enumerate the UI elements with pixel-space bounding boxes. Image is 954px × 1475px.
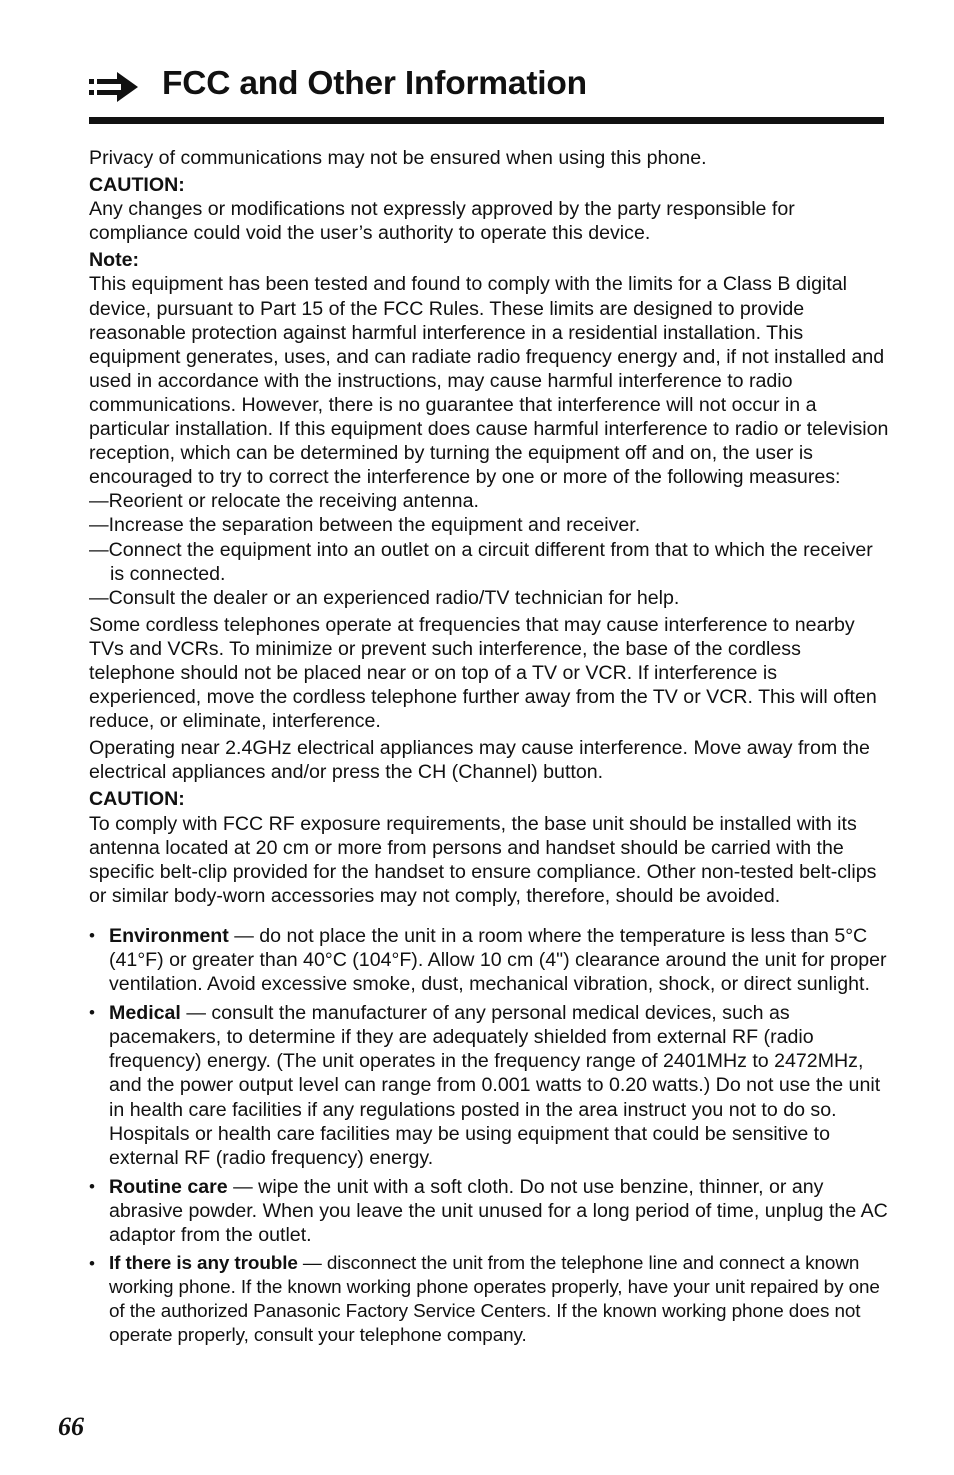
caution-heading: CAUTION: — [89, 788, 185, 811]
rf-exposure-text: To comply with FCC RF exposure requirements, the base unit should be installed with its antenna located at 20 cm or more from persons and handset should be carried with the specific belt-clip provided for the handset to ensure compliance. Other non-tested belt-clips or similar body-worn accessories may not comply, therefore, should be avoided. — [89, 812, 877, 907]
cordless-interference-paragraph: Some cordless telephones operate at frequencies that may cause interference to nearby TVs and VCRs. To minimize or prevent such interference, the base of the cordless telephone should not be placed near or on top of a TV or VCR. If interference is experienced, move the cordless telephone further away from the TV or VCR. This will often reduce, or eliminate, interference. — [89, 613, 877, 733]
caution-heading: CAUTION: — [89, 174, 185, 197]
list-item — [89, 1252, 889, 1348]
page-title: FCC and Other Information — [162, 65, 587, 102]
bullet-label: Routine care — [109, 1175, 228, 1198]
bullet-label: Environment — [109, 924, 229, 947]
bullet-text: — disconnect the unit from the telephone line and connect a known working phone. If the known working phone operates properly, have your unit repaired by one of the authorized Panasonic Factory Service Centers. If the known working phone does not operate properly, consult your telephone company. — [109, 1253, 880, 1347]
page-header — [89, 62, 884, 112]
precautions-list — [89, 924, 889, 1349]
list-item — [89, 1175, 889, 1247]
bullet-label: If there is any trouble — [109, 1253, 298, 1275]
bullet-label: Medical — [109, 1002, 181, 1025]
page-content — [89, 146, 889, 1349]
note-heading: Note: — [89, 249, 140, 272]
list-item — [89, 1001, 889, 1170]
operating-frequency-paragraph: Operating near 2.4GHz electrical appliances may cause interference. Move away from the electrical appliances and/or press the CH (Channel) button. — [89, 737, 870, 784]
measure-item: —Consult the dealer or an experienced radio/TV technician for help. — [89, 586, 680, 609]
note-text: This equipment has been tested and found to comply with the limits for a Class B digital device, pursuant to Part 15 of the FCC Rules. These limits are designed to provide reasonable protection against harmful interference in a residential installation. This equipment generates, uses, and can radiate radio frequency energy and, if not installed and used in accordance with the instructions, may cause harmful interference to radio communications. However, there is no guarantee that interference will not occur in a particular installation. If this equipment does cause harmful interference to radio or television reception, which can be determined by turning the equipment off and on, the user is encouraged to try to correct the interference by one or more of the following measures: — [89, 273, 889, 489]
caution-text: Any changes or modifications not expressly approved by the party responsible for compliance could void the user’s authority to operate this device. — [89, 198, 795, 245]
privacy-statement: Privacy of communications may not be ensured when using this phone. — [89, 147, 707, 169]
bullet-text: — wipe the unit with a soft cloth. Do not use benzine, thinner, or any abrasive powder. When you leave the unit unused for a long period of time, unplug the AC adaptor from the outlet. — [109, 1175, 888, 1247]
measure-item: —Increase the separation between the equipment and receiver. — [89, 514, 641, 537]
bullet-text: — do not place the unit in a room where the temperature is less than 5°C (41°F) or greater than 40°C (104°F). Allow 10 cm (4") clearance around the unit for proper ventilation. Avoid excessive smoke, dust, mechanical vibration, shock, or direct sunlight. — [109, 924, 887, 996]
bullet-text: — consult the manufacturer of any personal medical devices, such as pacemakers, to determine if they are adequately shielded from external RF (radio frequency) energy. (The unit operates in the frequency range of 2401MHz to 2472MHz, and the power output level can range from 0.001 watts to 0.20 watts.) Do not use the unit in health care facilities if any regulations posted in the area instruct you not to do so. Hospitals or health care facilities may be using equipment that could be sensitive to external RF (radio frequency) energy. — [109, 1002, 881, 1169]
measure-item: —Connect the equipment into an outlet on a circuit different from that to which the receiver is connected. — [89, 538, 873, 585]
right-arrow-icon — [89, 72, 139, 102]
list-item — [89, 924, 889, 996]
page-number: 66 — [58, 1412, 84, 1441]
title-divider — [89, 117, 884, 124]
measure-item: —Reorient or relocate the receiving antenna. — [89, 490, 479, 513]
